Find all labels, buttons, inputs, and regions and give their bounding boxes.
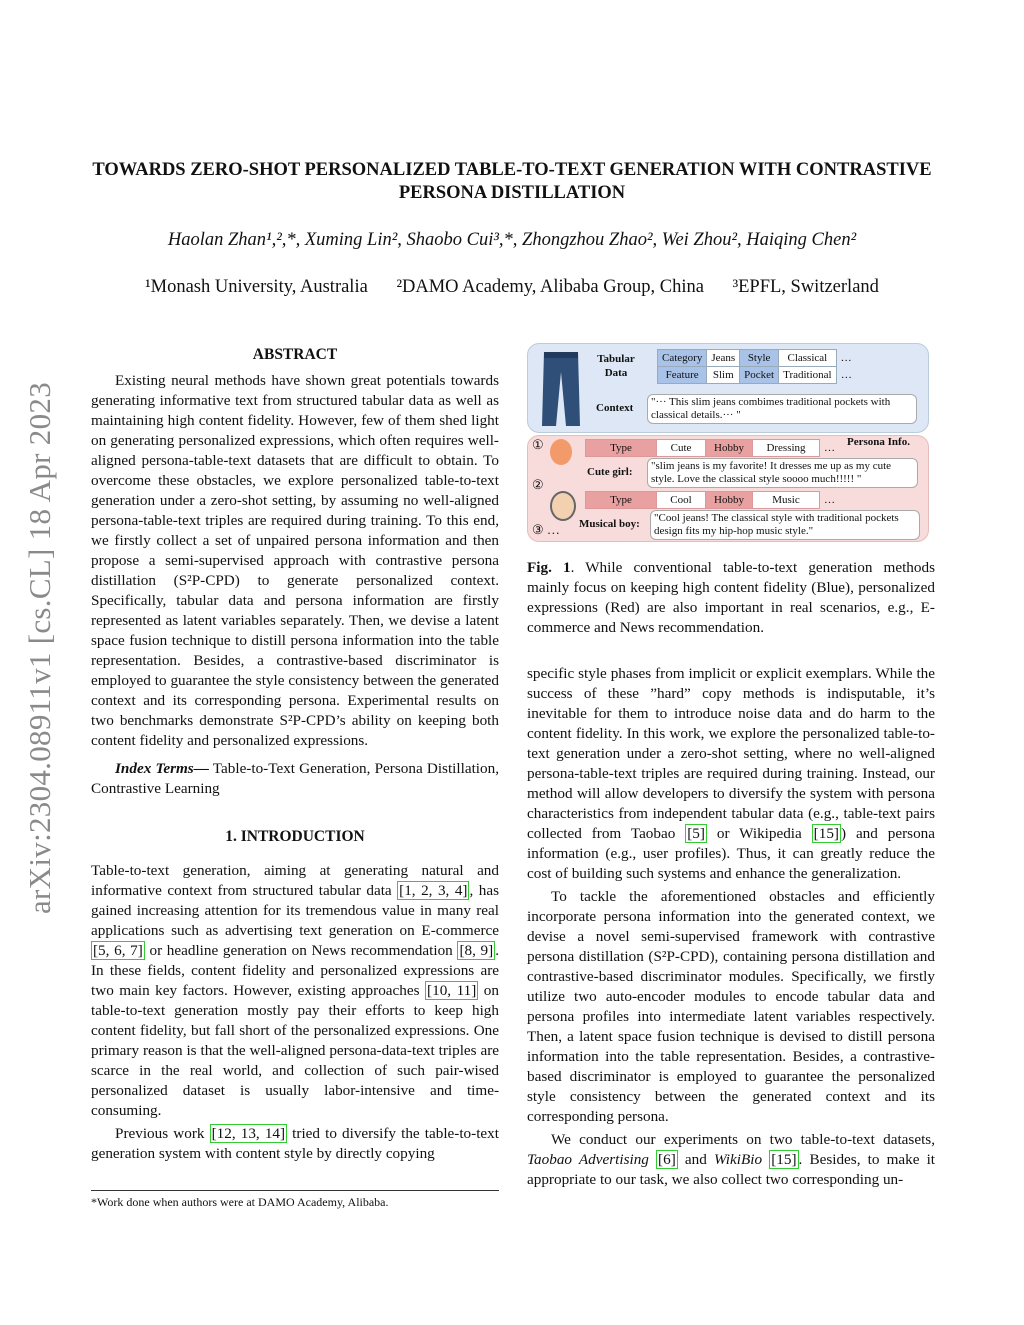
intro-right-body	[527, 664, 935, 1190]
cell: Classical	[779, 350, 837, 367]
cell: Category	[658, 350, 707, 367]
cell: Cool	[657, 492, 706, 509]
cell: Slim	[707, 367, 740, 384]
index-terms-label: Index Terms—	[115, 760, 209, 777]
abstract-body	[91, 371, 499, 751]
cell: Type	[586, 440, 657, 457]
text-span: . Besides, to make it appropriate to our task, we also collect two corresponding un-	[527, 1151, 936, 1188]
cell: Hobby	[706, 492, 753, 509]
affiliations	[60, 277, 964, 298]
content-fidelity-panel	[527, 343, 929, 433]
text-span: Table-to-text generation, aiming at generating natural and informative context from structured tabular data	[91, 862, 499, 899]
text-span: tried to diversify the table-to-text generation system with content style by directly copying	[91, 1125, 499, 1162]
cell: Hobby	[706, 440, 753, 457]
jeans-image	[540, 350, 582, 428]
text-span: or Wikipedia	[706, 825, 812, 842]
paragraph	[91, 371, 499, 751]
abstract-heading: ABSTRACT	[252, 346, 338, 363]
text-span: We conduct our experiments on two table-to-text datasets,	[551, 1131, 935, 1148]
text-span: Existing neural methods have shown great potentials towards generating informative text from structured tabular data as well as maintaining high content fidelity. However, few of them shed light on generating personalized expressions, which often requires well-aligned persona-table-text datasets that are difficult to obtain. To overcome these obstacles, we explore personalized table-to-text generation under a zero-shot setting, by assuming no well-aligned persona-table-text triples are required during training. To this end, we firstly collect a set of unpaired persona information and then propose a semi-supervised approach with contrastive persona distillation (S²P-CPD) to generate personalized context. Specifically, tabular data and persona information are firstly represented as latent variables separately. Then, we devise a latent space fusion technique to distill persona information into the table representation. Besides, a contrastive-based discriminator is employed to guarantee the style consistency between the generated context and its corresponding persona. Experimental results on two benchmarks demonstrate S²P-CPD’s ability on keeping both content fidelity and personalized expressions.	[91, 372, 499, 749]
paragraph	[91, 861, 499, 1121]
cell: …	[840, 352, 852, 364]
cell: …	[840, 369, 852, 381]
cell: …	[824, 494, 835, 506]
text-span: ) and persona information (e.g., user profiles). Thus, it can greatly reduce the cost of building such systems and enhance the generalization.	[527, 825, 935, 882]
citation-link[interactable]: [15]	[813, 825, 839, 842]
caption-label: Fig. 1	[527, 559, 571, 576]
persona2-table	[585, 491, 839, 509]
citation-link[interactable]: [5, 6, 7]	[93, 942, 143, 959]
figure-1	[527, 343, 930, 543]
citation-link[interactable]: [6]	[658, 1151, 676, 1168]
text-span	[649, 1151, 656, 1168]
figure-caption	[527, 558, 935, 638]
authors: Haolan Zhan¹,²,*, Xuming Lin², Shaobo Cui³,*, Zhongzhou Zhao², Wei Zhou², Haiqing Chen²	[167, 230, 857, 250]
paragraph	[527, 664, 935, 884]
text-span: . In these fields, content fidelity and personalized expressions are two main key factors. However, existing approaches	[91, 942, 499, 999]
text-span: To tackle the aforementioned obstacles and efficiently incorporate persona information into the generated context, we devise a novel semi-supervised framework with contrastive persona distillation (S²P-CPD), containing persona distillation and contrastive-based discriminator modules. Specifically, we firstly utilize two auto-encoder modules to encode tabular data and persona profiles into intermediate latent variables respectively. Then, a latent space fusion technique is devised to distill persona information into the table representation. Besides, a contrastive-based discriminator is employed to guarantee the personalized style consistency between the generated context and its corresponding persona.	[527, 888, 935, 1125]
footnote: *Work done when authors were at DAMO Academy, Alibaba.	[91, 1190, 499, 1210]
citation-link[interactable]: [5]	[687, 825, 705, 842]
paper-title: TOWARDS ZERO-SHOT PERSONALIZED TABLE-TO-TEXT GENERATION WITH CONTRASTIVE PERSONA DISTILLATION	[92, 160, 932, 203]
cute-girl-label: Cute girl:	[587, 466, 633, 478]
affiliation: ³EPFL, Switzerland	[732, 277, 879, 297]
cell: …	[824, 442, 835, 454]
intro-left-body	[91, 861, 499, 1164]
text-span: on table-to-text generation mostly pay their efforts to keep high content fidelity, but fall short of the personalized expressions. One primary reason is that the well-aligned persona-data-text triples are scarce in the real world, and collection of such pair-wised personalized dataset is usually labor-intensive and time-consuming.	[91, 982, 499, 1119]
affiliation: ²DAMO Academy, Alibaba Group, China	[396, 277, 704, 297]
text-span: specific style phases from implicit or explicit exemplars. While the success of these ”hard” copy methods is indisputable, it’s inevitable for them to introduce noise data and do harm to the content fidelity. In this work, we explore the personalized table-to-text generation under a zero-shot setting, where no well-aligned persona-table-text triples are required during training. Instead, our method will allow developers to diversify the system with persona characteristics from independent tabular data (e.g., table-text pairs collected from Taobao	[527, 665, 935, 842]
musical-boy-avatar	[550, 491, 576, 521]
cell: Style	[740, 350, 779, 367]
cute-girl-avatar	[550, 439, 572, 465]
cell: Pocket	[740, 367, 779, 384]
text-span: Previous work	[115, 1125, 210, 1142]
context-label: Context	[596, 402, 634, 414]
marker: ②	[532, 477, 544, 492]
intro-heading: 1. INTRODUCTION	[225, 828, 365, 845]
caption-text: . While conventional table-to-text generation methods mainly focus on keeping high content fidelity (Blue), personalized expressions (Red) are also important in real scenarios, e.g., E-commerce and News recommendation.	[527, 559, 935, 636]
cell: Feature	[658, 367, 707, 384]
citation-link[interactable]: [12, 13, 14]	[211, 1125, 286, 1142]
arxiv-stamp: arXiv:2304.08911v1 [cs.CL] 18 Apr 2023	[22, 381, 57, 915]
index-terms-text: Table-to-Text Generation, Persona Distillation, Contrastive Learning	[91, 760, 499, 797]
marker: ①	[532, 437, 544, 452]
musical-boy-text: "Cool jeans! The classical style with traditional pockets design fits my hip-hop music style."	[650, 510, 920, 540]
citation-link[interactable]: [10, 11]	[427, 982, 477, 999]
left-column	[91, 345, 499, 1164]
text-span: and	[677, 1151, 714, 1168]
text-span: WikiBio	[713, 1151, 763, 1168]
cell: Music	[753, 492, 820, 509]
tabular-data-label: Tabular Data	[597, 353, 635, 379]
cell: Traditional	[779, 367, 837, 384]
text-span: or headline generation on News recommendation	[144, 942, 458, 959]
index-terms	[91, 759, 499, 799]
marker: ③ …	[532, 522, 560, 537]
context-text: "··· This slim jeans combimes traditional pockets with classical details.··· "	[647, 394, 917, 424]
cute-girl-text: "slim jeans is my favorite! It dresses me up as my cute style. Love the classical style soooo much!!!!! "	[647, 458, 918, 488]
text-span: Taobao Advertising	[527, 1151, 649, 1168]
cell: Type	[586, 492, 657, 509]
text-span: , has gained increasing attention for its tremendous value in many real applications such as advertising text generation on E-commerce	[91, 882, 500, 939]
tabular-data-table	[657, 349, 857, 384]
personalized-panel	[527, 435, 929, 542]
right-column	[527, 664, 935, 1190]
paragraph	[91, 1124, 499, 1164]
cell: Dressing	[753, 440, 820, 457]
paragraph	[527, 1130, 935, 1190]
cell: Cute	[657, 440, 706, 457]
cell: Jeans	[707, 350, 740, 367]
citation-link[interactable]: [8, 9]	[459, 942, 494, 959]
affiliation: ¹Monash University, Australia	[145, 277, 368, 297]
paragraph	[527, 887, 935, 1127]
musical-boy-label: Musical boy:	[579, 518, 640, 530]
persona1-table	[585, 439, 839, 457]
persona-info-label: Persona Info.	[847, 436, 910, 448]
citation-link[interactable]: [15]	[771, 1151, 797, 1168]
citation-link[interactable]: [1, 2, 3, 4]	[399, 882, 468, 899]
